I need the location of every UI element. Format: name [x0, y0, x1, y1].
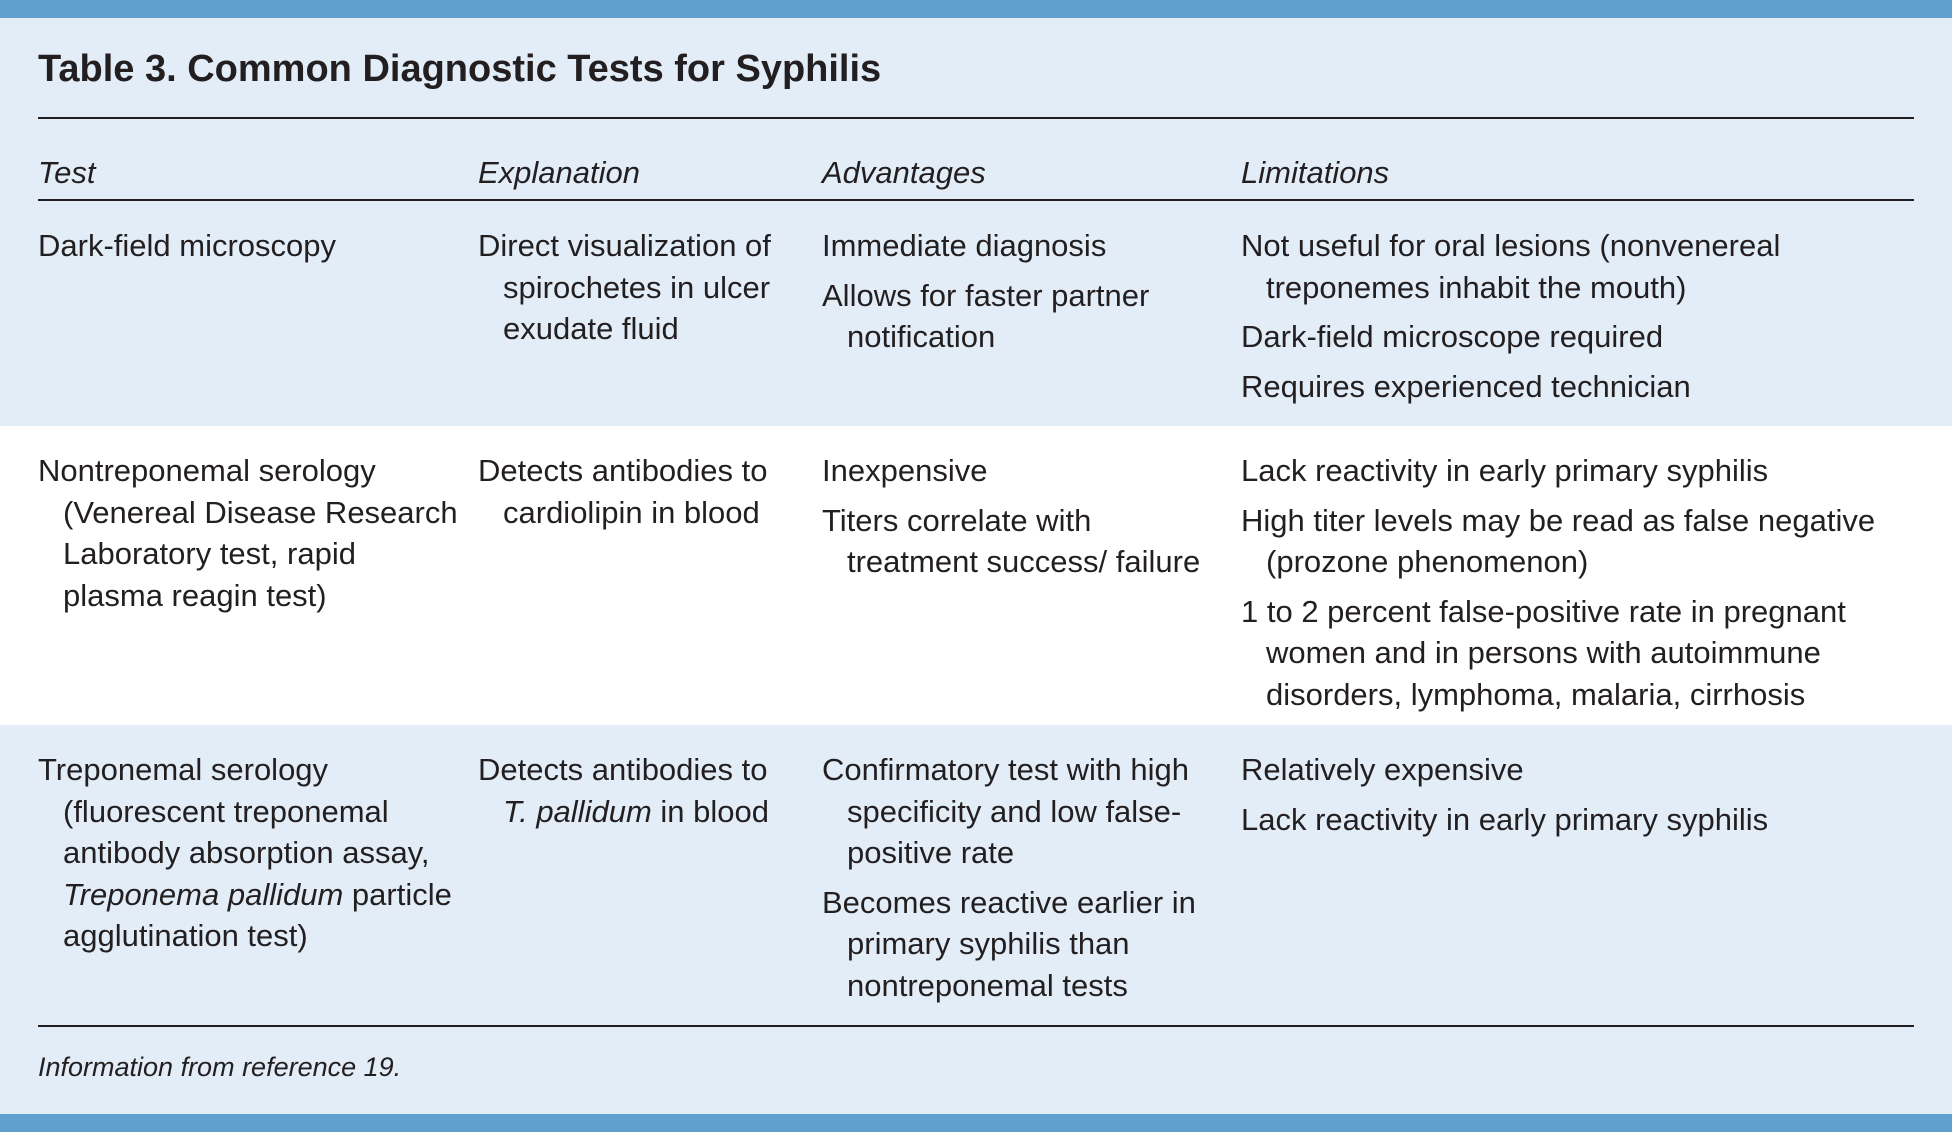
advantage-item: Allows for faster partner notification — [822, 277, 1150, 354]
advantage-item: Inexpensive — [822, 453, 988, 488]
cell-test — [38, 450, 458, 616]
test-name — [38, 749, 458, 957]
limitation-item: Lack reactivity in early primary syphilis — [1241, 801, 1769, 837]
table-row — [0, 426, 1952, 725]
advantage-item: Becomes reactive earlier in primary syphilis than nontreponemal tests — [822, 884, 1196, 1003]
explanation-part: in blood — [651, 793, 769, 829]
cell-explanation — [478, 749, 798, 832]
table-bottom-rule — [38, 1025, 1914, 1027]
limitation-item: Dark-field microscope required — [1241, 319, 1664, 354]
table-row — [0, 201, 1952, 426]
cell-limitations — [1241, 225, 1931, 407]
limitation-item: Not useful for oral lesions (nonvenereal treponemes inhabit the mouth) — [1241, 228, 1781, 305]
cell-explanation — [478, 225, 798, 350]
explanation-part: Detects antibodies to — [478, 752, 768, 787]
cell-advantages — [822, 225, 1212, 358]
table-title: Table 3. Common Diagnostic Tests for Syphilis — [38, 48, 882, 90]
limitation-item: Relatively expensive — [1241, 752, 1524, 787]
cell-advantages — [822, 749, 1212, 1006]
explanation-text: Detects antibodies to cardiolipin in blood — [478, 453, 768, 530]
bottom-accent-bar — [0, 1114, 1952, 1132]
limitation-item: High titer levels may be read as false negative (prozone phenomenon) — [1241, 502, 1876, 579]
organism-abbrev: T. pallidum — [503, 793, 652, 829]
table-header — [0, 150, 1952, 196]
cell-limitations — [1241, 749, 1931, 840]
explanation-text: Direct visualization of spirochetes in ulcer exudate fluid — [478, 228, 771, 346]
limitation-item: Lack reactivity in early primary syphilis — [1241, 453, 1769, 488]
top-accent-bar — [0, 0, 1952, 18]
header-test: Test — [38, 155, 96, 190]
header-limitations: Limitations — [1241, 155, 1390, 190]
cell-advantages — [822, 450, 1212, 583]
cell-explanation — [478, 450, 798, 533]
header-explanation: Explanation — [478, 155, 641, 190]
cell-limitations — [1241, 450, 1931, 715]
cell-test — [38, 749, 458, 957]
explanation-text — [478, 749, 798, 832]
test-name: Nontreponemal serology (Venereal Disease Research Laboratory test, rapid plasma reagin test) — [38, 453, 458, 613]
header-advantages: Advantages — [822, 155, 986, 190]
organism-name: Treponema pallidum — [63, 876, 344, 912]
limitation-item: 1 to 2 percent false-positive rate in pregnant women and in persons with autoimmune disorders, lymphoma, malaria, cirrhosis — [1241, 593, 1846, 712]
advantage-item: Confirmatory test with high specificity and low false-positive rate — [822, 752, 1189, 870]
advantage-item: Immediate diagnosis — [822, 228, 1107, 263]
limitation-item: Requires experienced technician — [1241, 368, 1691, 404]
test-name-part: particle agglutination test) — [63, 876, 452, 953]
test-name-part: Treponemal serology (fluorescent treponemal antibody absorption assay, — [38, 752, 430, 870]
title-rule — [38, 117, 1914, 119]
table-row — [0, 725, 1952, 1023]
test-name: Dark-field microscopy — [38, 228, 337, 263]
cell-test — [38, 225, 458, 267]
footnote: Information from reference 19. — [38, 1052, 402, 1082]
advantage-item: Titers correlate with treatment success/ failure — [822, 502, 1201, 579]
